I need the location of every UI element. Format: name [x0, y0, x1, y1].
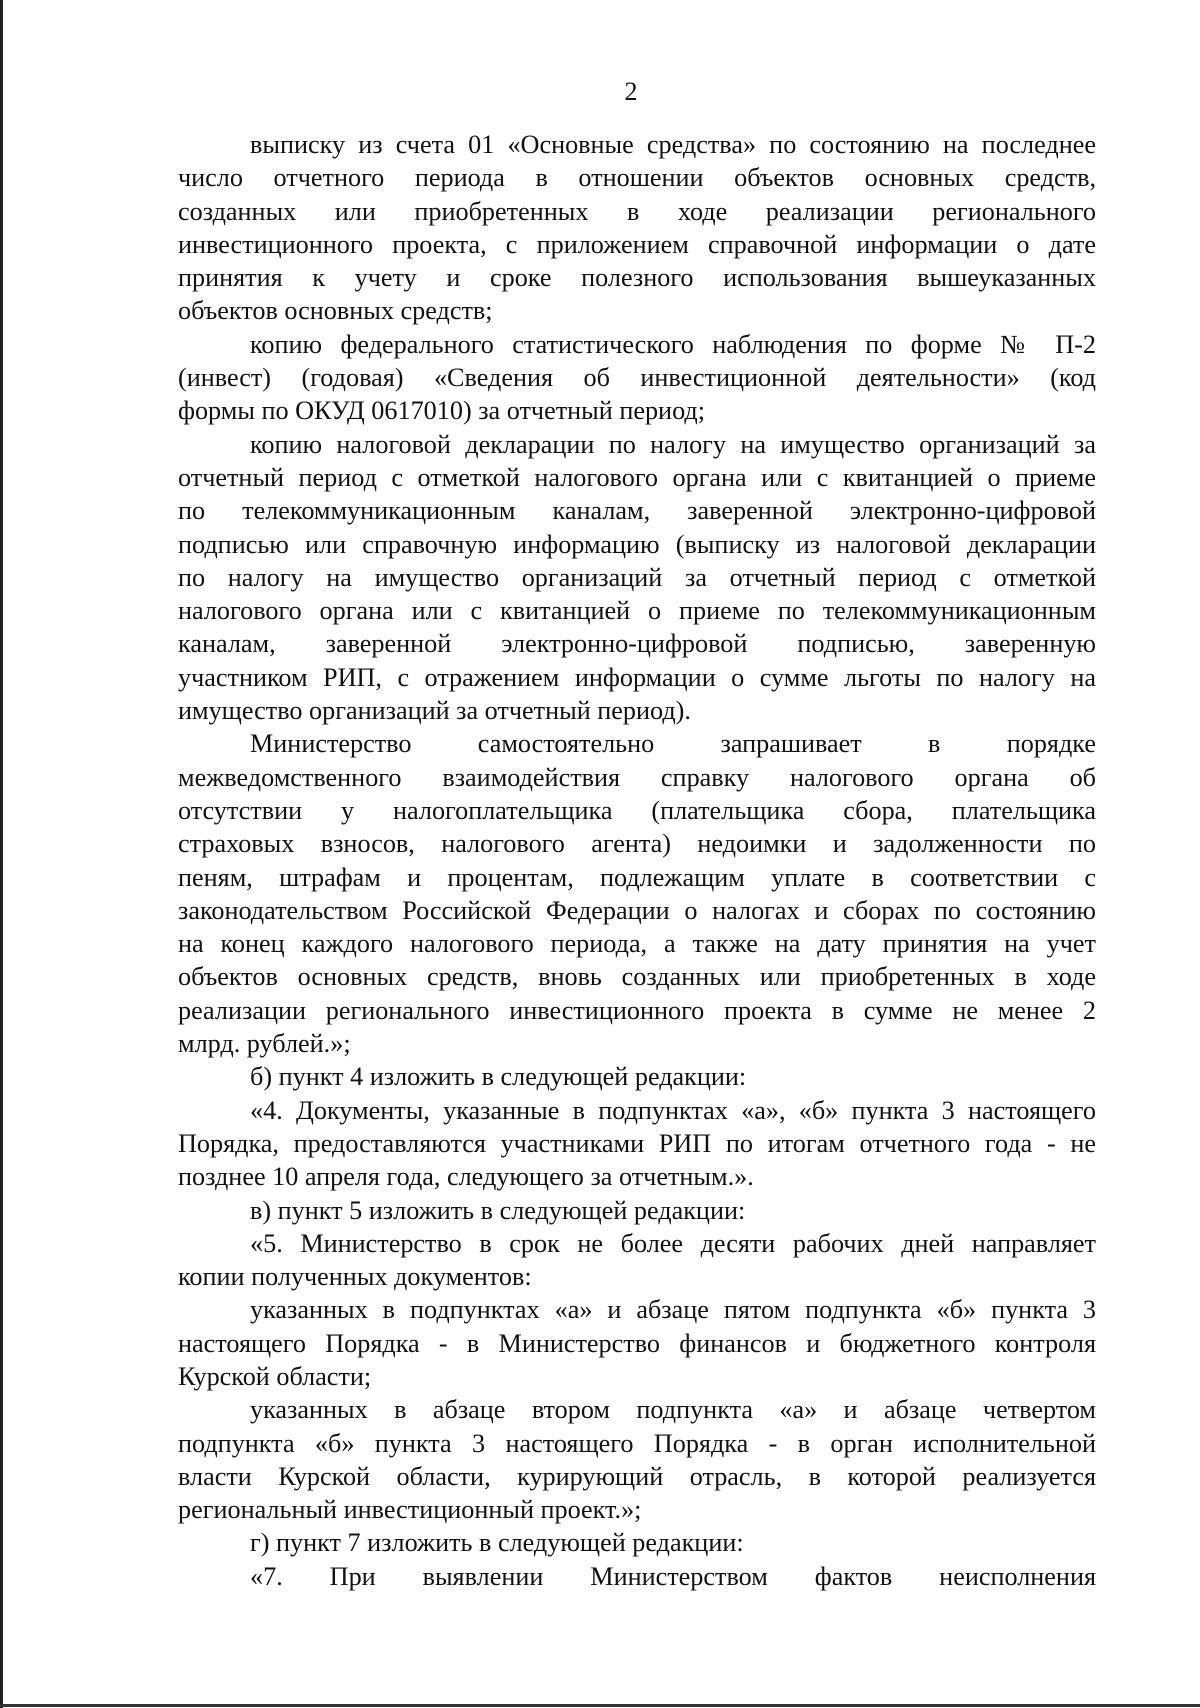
text-line: каналам, заверенной электронно-цифровой подписью, заверенную	[178, 629, 1096, 659]
text-line: налогового органа или с квитанцией о приеме по телекоммуникационным	[178, 596, 1096, 626]
text-line: г) пункт 7 изложить в следующей редакции:	[250, 1528, 744, 1558]
text-line: принятия к учету и сроке полезного использования вышеуказанных	[178, 263, 1096, 293]
text-line: объектов основных средств, вновь созданных или приобретенных в ходе	[178, 962, 1096, 992]
text-line: созданных или приобретенных в ходе реализации регионального	[178, 196, 1096, 226]
text-line: указанных в подпунктах «а» и абзаце пятом подпункта «б» пункта 3	[250, 1295, 1096, 1325]
text-line: число отчетного периода в отношении объектов основных средств,	[178, 163, 1096, 193]
text-line: в) пункт 5 изложить в следующей редакции:	[250, 1195, 746, 1225]
text-line: копию налоговой декларации по налогу на имущество организаций за	[250, 429, 1096, 459]
text-line: законодательством Российской Федерации о налогах и сборах по состоянию	[178, 895, 1096, 925]
text-line: млрд. рублей.»;	[178, 1029, 351, 1059]
text-line: (инвест) (годовая) «Сведения об инвестиционной деятельности» (код	[178, 363, 1096, 393]
text-line: формы по ОКУД 0617010) за отчетный период;	[178, 396, 706, 426]
text-line: реализации регионального инвестиционного проекта в сумме не менее 2	[178, 995, 1096, 1025]
document-body	[178, 128, 1096, 1593]
text-line: Министерство самостоятельно запрашивает в порядке	[250, 729, 1096, 759]
text-line: по телекоммуникационным каналам, заверенной электронно-цифровой	[178, 496, 1096, 526]
text-line: подписью или справочную информацию (выписку из налоговой декларации	[178, 529, 1096, 559]
text-line: выписку из счета 01 «Основные средства» по состоянию на последнее	[250, 130, 1096, 159]
text-line: «7. При выявлении Министерством фактов неисполнения	[250, 1561, 1096, 1591]
text-line: объектов основных средств;	[178, 296, 493, 326]
text-line: «5. Министерство в срок не более десяти рабочих дней направляет	[250, 1228, 1096, 1258]
text-line: «4. Документы, указанные в подпунктах «а», «б» пункта 3 настоящего	[250, 1095, 1096, 1125]
text-line: отсутствии у налогоплательщика (плательщика сбора, плательщика	[178, 795, 1096, 825]
page-number: 2	[624, 77, 638, 106]
text-line: позднее 10 апреля года, следующего за отчетным.».	[178, 1162, 754, 1192]
text-line: подпункта «б» пункта 3 настоящего Порядка - в орган исполнительной	[178, 1428, 1096, 1458]
text-line: указанных в абзаце втором подпункта «а» и абзаце четвертом	[250, 1395, 1096, 1425]
text-line: пеням, штрафам и процентам, подлежащим уплате в соответствии с	[178, 862, 1096, 892]
text-line: Курской области;	[178, 1361, 372, 1391]
text-line: б) пункт 4 изложить в следующей редакции:	[250, 1062, 747, 1092]
text-line: имущество организаций за отчетный период).	[178, 696, 691, 726]
text-line: отчетный период с отметкой налогового органа или с квитанцией о приеме	[178, 462, 1096, 492]
text-line: страховых взносов, налогового агента) недоимки и задолженности по	[178, 829, 1096, 859]
scan-edge-bottom	[0, 1704, 1200, 1707]
text-line: участником РИП, с отражением информации о сумме льготы по налогу на	[178, 662, 1096, 692]
text-line: региональный инвестиционный проект.»;	[178, 1495, 642, 1525]
text-line: межведомственного взаимодействия справку налогового органа об	[178, 762, 1096, 792]
text-line: копии полученных документов:	[178, 1262, 532, 1292]
scan-edge-left	[0, 0, 3, 1708]
text-line: по налогу на имущество организаций за отчетный период с отметкой	[178, 562, 1096, 592]
text-line: инвестиционного проекта, с приложением справочной информации о дате	[178, 229, 1096, 259]
text-line: Порядка, предоставляются участниками РИП по итогам отчетного года - не	[178, 1128, 1096, 1158]
text-line: власти Курской области, курирующий отрасль, в которой реализуется	[178, 1461, 1096, 1491]
text-line: на конец каждого налогового периода, а также на дату принятия на учет	[178, 929, 1096, 959]
text-line: настоящего Порядка - в Министерство финансов и бюджетного контроля	[178, 1328, 1096, 1358]
text-line: копию федерального статистического наблюдения по форме № П-2	[250, 329, 1096, 359]
